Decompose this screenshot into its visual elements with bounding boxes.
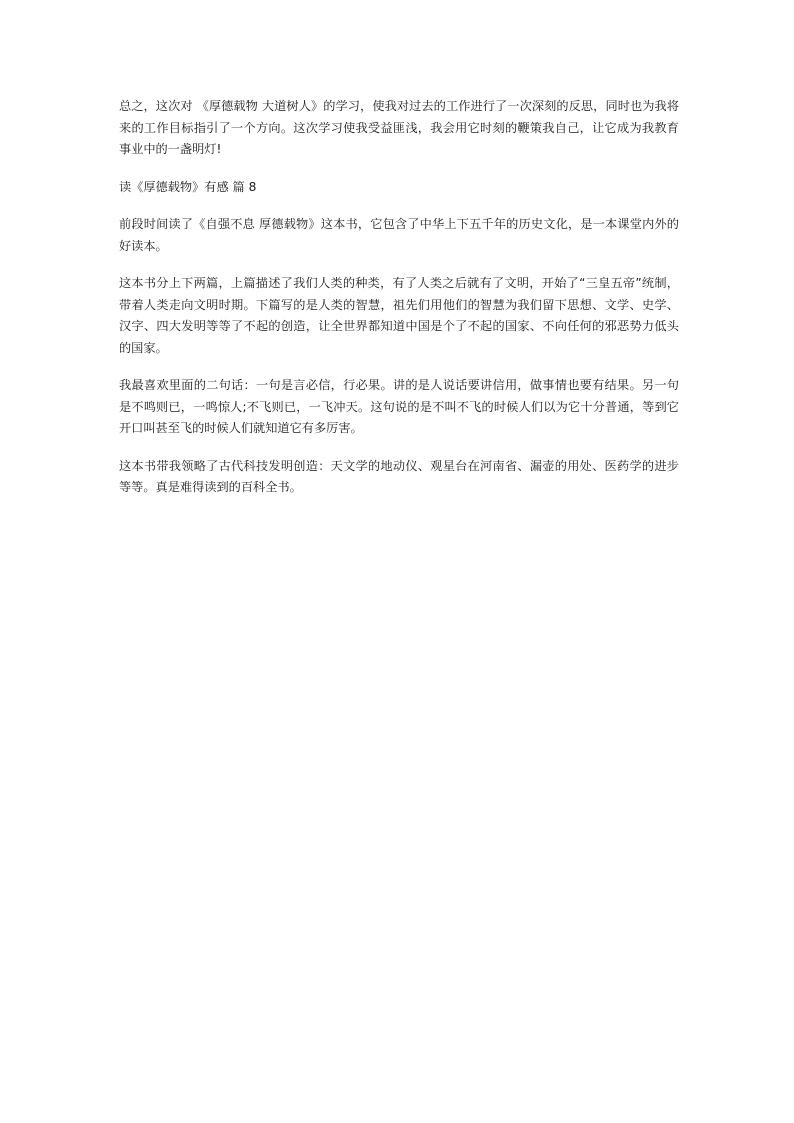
paragraph-3: 我最喜欢里面的二句话：一句是言必信，行必果。讲的是人说话要讲信用，做事情也要有结果。另一句是不鸣则已，一鸣惊人;不飞则已，一飞冲天。这句说的是不叫不飞的时候人们以为它十分普通，等到它开口叫甚至飞的时候人们就知道它有多厉害。 [119,378,679,435]
section-heading: 读《厚德载物》有感 篇 8 [119,179,257,194]
paragraph-1: 前段时间读了《自强不息 厚德载物》这本书，它包含了中华上下五千年的历史文化，是一本课堂内外的好读本。 [119,217,679,253]
paragraph-summary: 总之，这次对 《厚德载物 大道树人》的学习，使我对过去的工作进行了一次深刻的反思，同时也为我将来的工作目标指引了一个方向。这次学习使我受益匪浅，我会用它时刻的鞭策我自己，让它成为我教育事业中的一盏明灯! [119,99,679,156]
document-page [119,96,679,499]
paragraph-4: 这本书带我领略了古代科技发明创造：天文学的地动仪、观星台在河南省、漏壶的用处、医药学的进步等等。真是难得读到的百科全书。 [119,458,679,494]
paragraph-2: 这本书分上下两篇，上篇描述了我们人类的种类，有了人类之后就有了文明，开始了“三皇五帝”统制，带着人类走向文明时期。下篇写的是人类的智慧，祖先们用他们的智慧为我们留下思想、文学、史学、汉字、四大发明等等了不起的创造，让全世界都知道中国是个了不起的国家、不向任何的邪恶势力低头的国家。 [119,276,679,355]
